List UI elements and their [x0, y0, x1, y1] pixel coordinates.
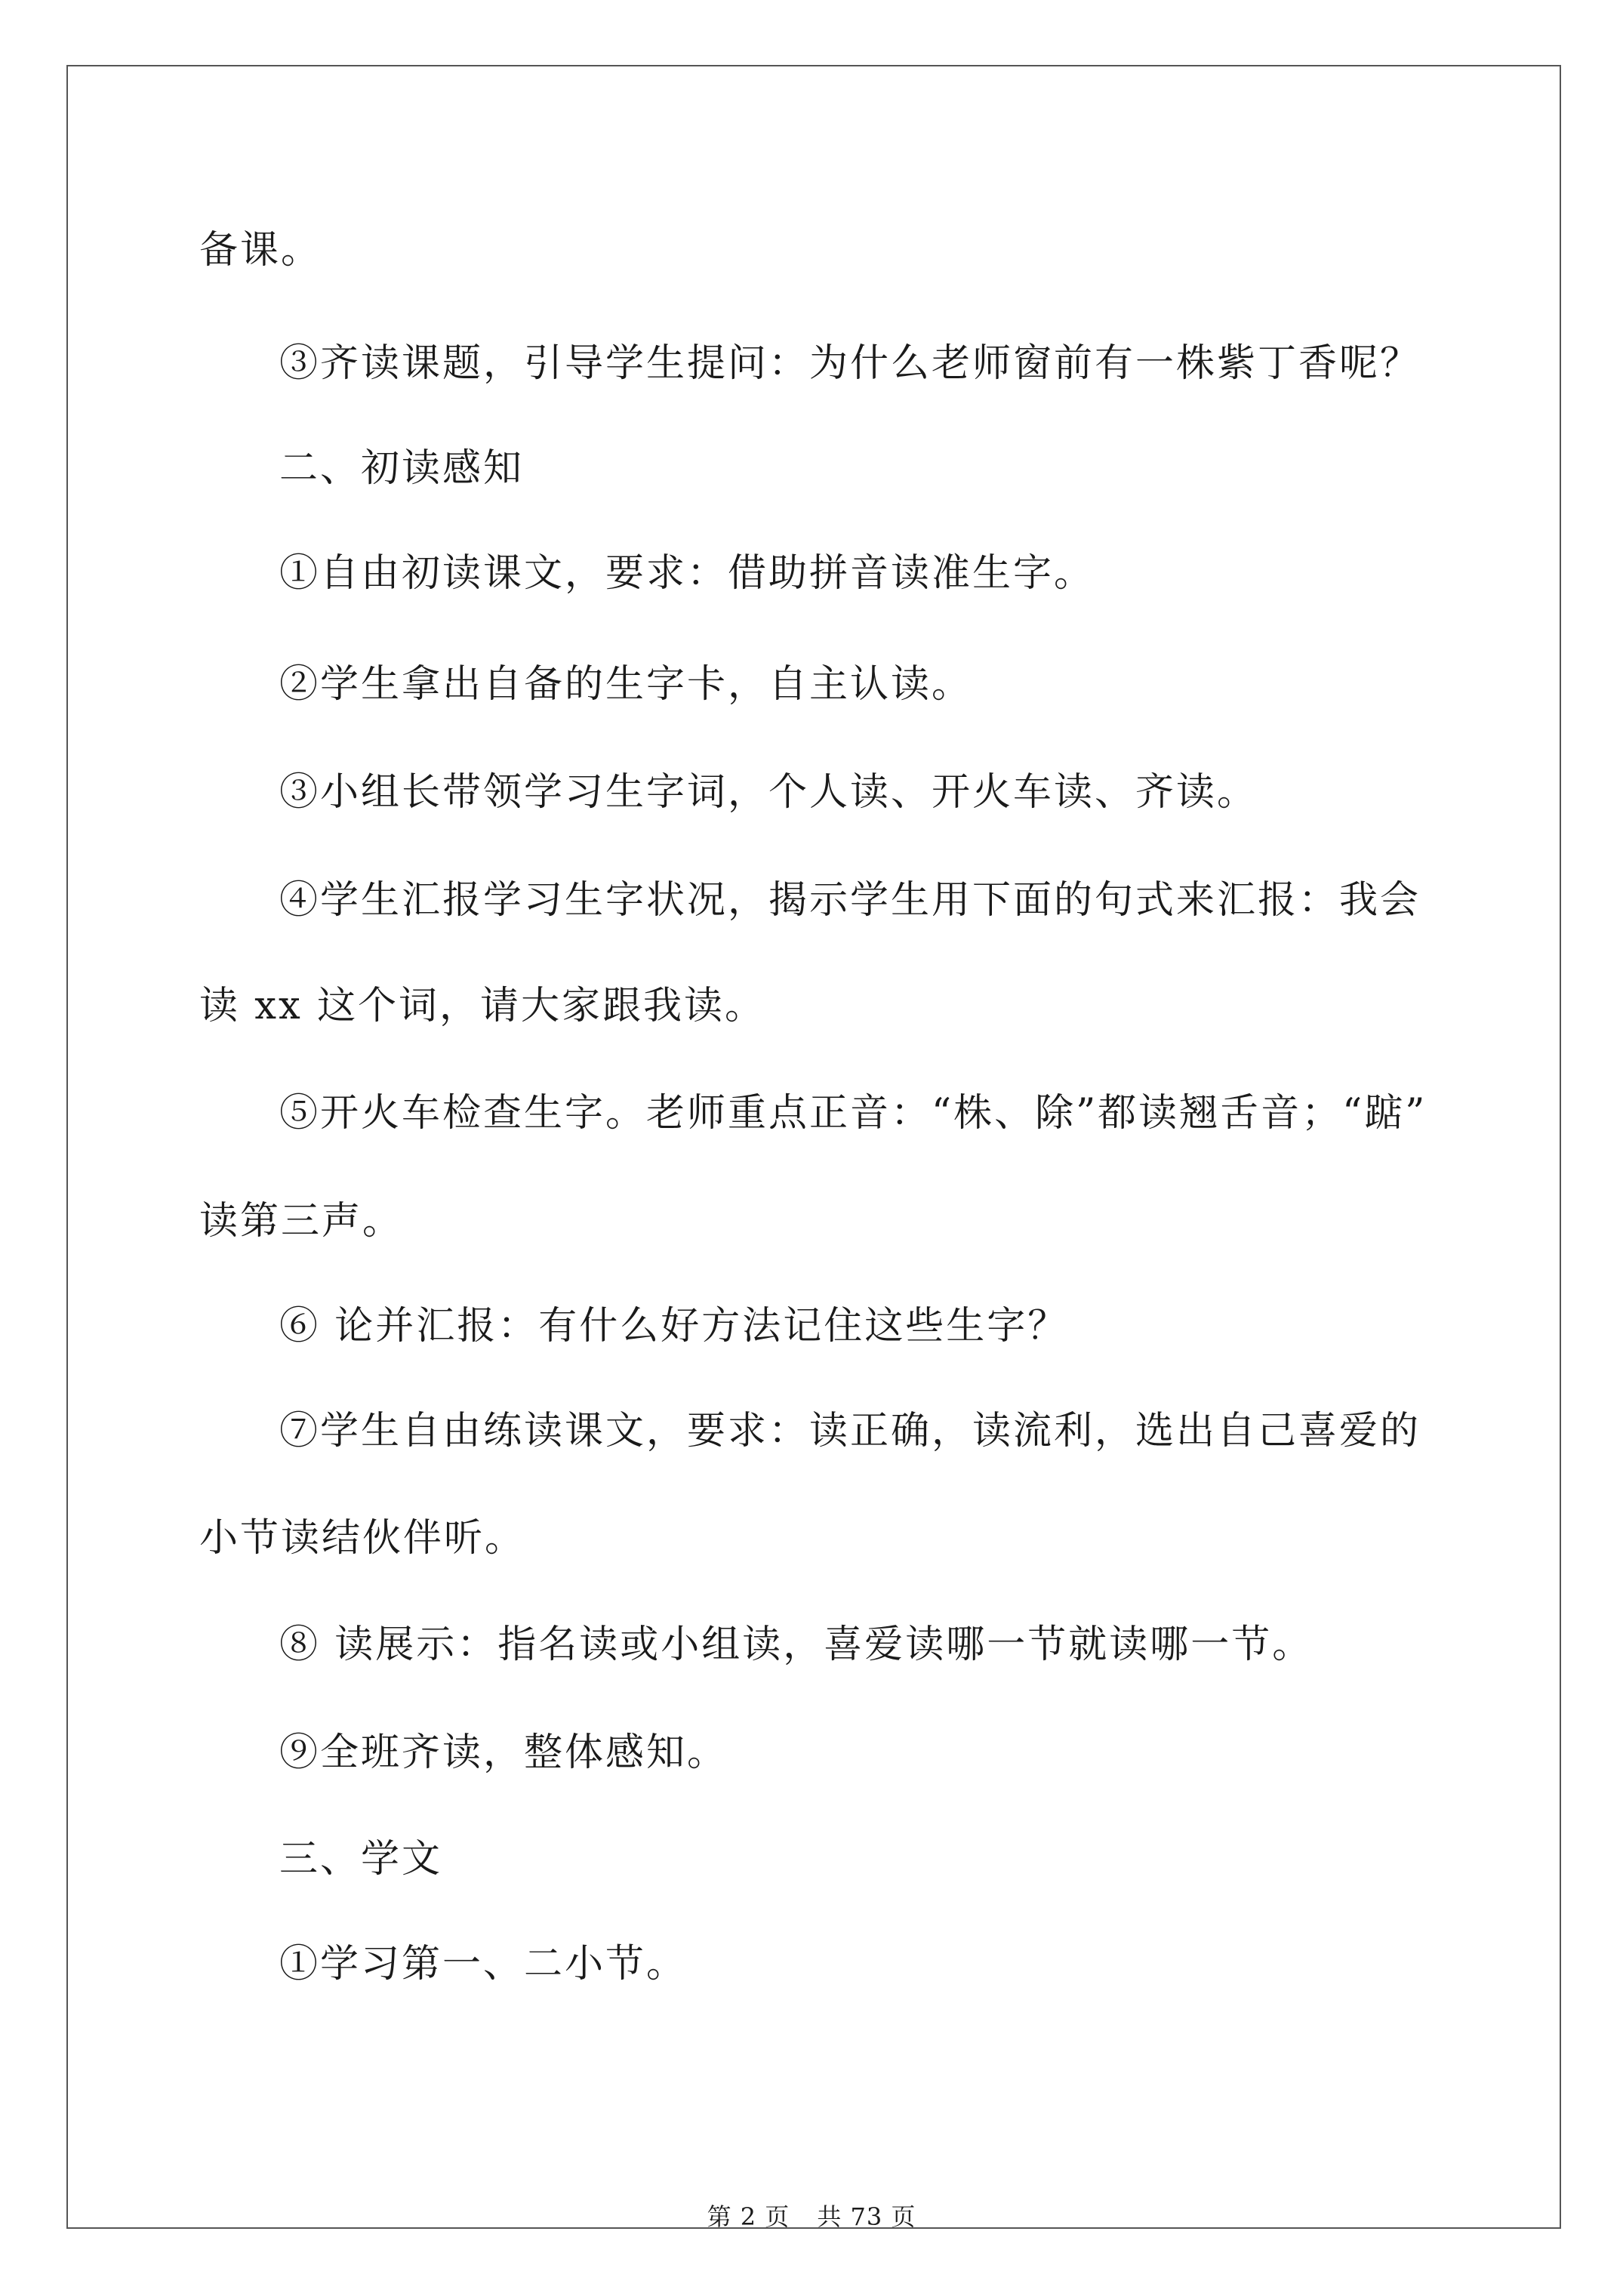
text-line-8: 读 xx 这个词，请大家跟我读。	[199, 984, 765, 1028]
text-line-1: 备课。	[199, 228, 322, 273]
text-line-4: ①自由初读课文，要求：借助拼音读准生字。	[279, 551, 1095, 596]
text-line-14: ⑧ 读展示：指名读或小组读，喜爱读哪一节就读哪一节。	[279, 1623, 1313, 1667]
page-number-total: 共 73 页	[817, 2202, 916, 2231]
text-line-12: ⑦学生自由练读课文，要求：读正确，读流利，选出自己喜爱的	[279, 1409, 1421, 1453]
text-line-11: ⑥ 论并汇报：有什么好方法记住这些生字？	[279, 1304, 1069, 1348]
text-line-2: ③齐读课题，引导学生提问：为什么老师窗前有一株紫丁香呢？	[279, 341, 1421, 386]
page-footer	[0, 2202, 1623, 2232]
page-number-current: 第 2 页	[707, 2202, 790, 2231]
text-line-10: 读第三声。	[199, 1199, 404, 1244]
text-line-17: ①学习第一、二小节。	[279, 1942, 688, 1986]
text-line-15: ⑨全班齐读，整体感知。	[279, 1730, 728, 1775]
section-heading-3: 三、学文	[279, 1837, 443, 1881]
text-line-13: 小节读结伙伴听。	[199, 1516, 526, 1561]
page-border	[66, 65, 1561, 2229]
text-line-5: ②学生拿出自备的生字卡，自主认读。	[279, 662, 973, 707]
section-heading-2: 二、初读感知	[279, 446, 525, 491]
text-line-7: ④学生汇报学习生字状况，揭示学生用下面的句式来汇报：我会	[279, 878, 1421, 923]
text-line-6: ③小组长带领学习生字词，个人读、开火车读、齐读。	[279, 770, 1258, 815]
text-line-9: ⑤开火车检查生字。老师重点正音：“株、除”都读翘舌音；“踮”	[279, 1091, 1427, 1136]
